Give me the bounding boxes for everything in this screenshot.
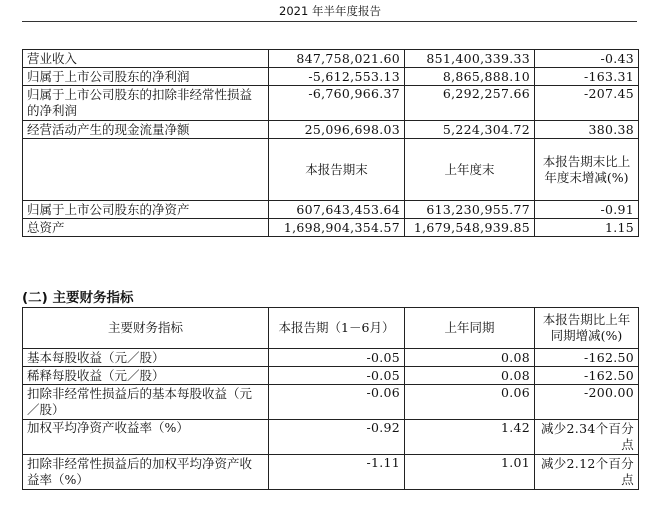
header-rule xyxy=(22,21,637,22)
change-value: 380.38 xyxy=(535,121,639,139)
change-value: -0.43 xyxy=(535,50,639,68)
row-label: 加权平均净资产收益率（%） xyxy=(23,420,269,455)
row-label: 归属于上市公司股东的净资产 xyxy=(23,201,269,219)
current-value: -5,612,553.13 xyxy=(269,68,405,86)
column-header-current: 本报告期末 xyxy=(269,139,405,201)
prior-value: 1.42 xyxy=(405,420,535,455)
section-title: (二) 主要财务指标 xyxy=(22,290,134,306)
change-value: 减少2.12个百分点 xyxy=(535,455,639,490)
change-value: -163.31 xyxy=(535,68,639,86)
column-header-current: 本报告期（1－6月） xyxy=(269,308,405,349)
prior-value: 8,865,888.10 xyxy=(405,68,535,86)
column-header-change: 本报告期末比上年度末增减(%) xyxy=(535,139,639,201)
change-value: 减少2.34个百分点 xyxy=(535,420,639,455)
current-value: -0.06 xyxy=(269,385,405,420)
column-header-change: 本报告期比上年同期增减(%) xyxy=(535,308,639,349)
table-row xyxy=(23,455,639,490)
prior-value: 851,400,339.33 xyxy=(405,50,535,68)
row-label: 扣除非经常性损益后的加权平均净资产收益率（%） xyxy=(23,455,269,490)
current-value: -0.05 xyxy=(269,367,405,385)
row-label: 归属于上市公司股东的扣除非经常性损益的净利润 xyxy=(23,86,269,121)
table-row xyxy=(23,121,639,139)
table-row xyxy=(23,86,639,121)
current-value: 25,096,698.03 xyxy=(269,121,405,139)
prior-value: 1.01 xyxy=(405,455,535,490)
change-value: -162.50 xyxy=(535,349,639,367)
table-row xyxy=(23,420,639,455)
table-row xyxy=(23,68,639,86)
current-value: -0.92 xyxy=(269,420,405,455)
prior-value: 6,292,257.66 xyxy=(405,86,535,121)
key-financial-indicators-table xyxy=(22,307,639,490)
table-row xyxy=(23,385,639,420)
row-label: 归属于上市公司股东的净利润 xyxy=(23,68,269,86)
table-row xyxy=(23,367,639,385)
row-label: 稀释每股收益（元／股） xyxy=(23,367,269,385)
table-row xyxy=(23,201,639,219)
prior-value: 0.08 xyxy=(405,367,535,385)
column-header-label: 主要财务指标 xyxy=(23,308,269,349)
table-header-row xyxy=(23,139,639,201)
key-accounting-data-table xyxy=(22,49,639,237)
table-row xyxy=(23,50,639,68)
change-value: -162.50 xyxy=(535,367,639,385)
row-label: 经营活动产生的现金流量净额 xyxy=(23,121,269,139)
current-value: 607,643,453.64 xyxy=(269,201,405,219)
current-value: 1,698,904,354.57 xyxy=(269,219,405,237)
row-label: 营业收入 xyxy=(23,50,269,68)
prior-value: 5,224,304.72 xyxy=(405,121,535,139)
prior-value: 1,679,548,939.85 xyxy=(405,219,535,237)
table-row xyxy=(23,349,639,367)
current-value: 847,758,021.60 xyxy=(269,50,405,68)
row-label: 基本每股收益（元／股） xyxy=(23,349,269,367)
table-row xyxy=(23,219,639,237)
empty-header-cell xyxy=(23,139,269,201)
change-value: 1.15 xyxy=(535,219,639,237)
column-header-prior: 上年度末 xyxy=(405,139,535,201)
prior-value: 0.06 xyxy=(405,385,535,420)
current-value: -0.05 xyxy=(269,349,405,367)
prior-value: 0.08 xyxy=(405,349,535,367)
current-value: -6,760,966.37 xyxy=(269,86,405,121)
current-value: -1.11 xyxy=(269,455,405,490)
row-label: 总资产 xyxy=(23,219,269,237)
column-header-prior: 上年同期 xyxy=(405,308,535,349)
change-value: -207.45 xyxy=(535,86,639,121)
change-value: -200.00 xyxy=(535,385,639,420)
report-header: 2021 年半年度报告 xyxy=(279,4,381,18)
change-value: -0.91 xyxy=(535,201,639,219)
table-header-row xyxy=(23,308,639,349)
prior-value: 613,230,955.77 xyxy=(405,201,535,219)
row-label: 扣除非经常性损益后的基本每股收益（元／股） xyxy=(23,385,269,420)
